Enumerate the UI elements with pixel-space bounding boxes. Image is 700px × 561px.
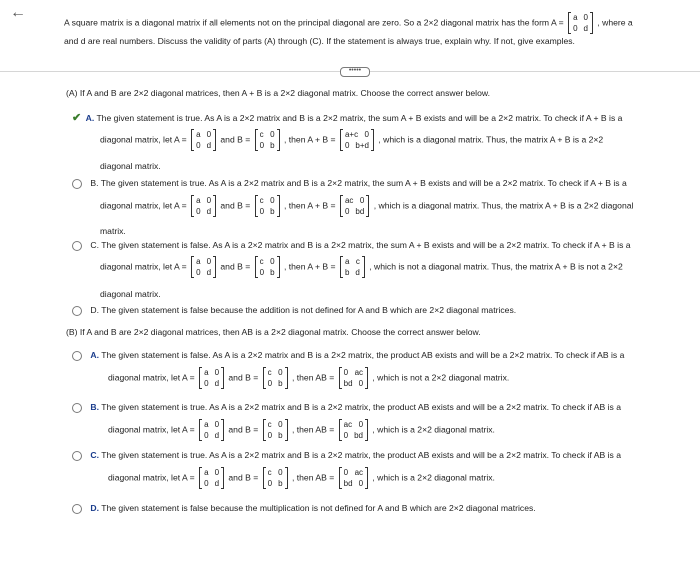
matrix-cell: d [206,141,212,150]
option-letter: C. [90,450,99,460]
part-a-option-c[interactable] [72,240,631,251]
math-text: , then A + B = [283,134,336,145]
expand-button[interactable]: ••••• [340,67,370,77]
math-text: diagonal matrix, let A = [108,372,195,383]
matrix-result [340,195,369,217]
matrix-cell: 0 [204,431,209,440]
math-text: , which is not a diagonal matrix. Thus, the matrix A + B is not a 2×2 [369,261,623,272]
part-a-option-a-math [100,129,603,151]
matrix-cell: a [573,13,578,22]
math-text: , then A + B = [283,200,336,211]
part-b-question: (B) If A and B are 2×2 diagonal matrices, then AB is a 2×2 diagonal matrix. Choose the correct answer below. [66,327,481,337]
option-text: The given statement is true. As A is a 2×2 matrix and B is a 2×2 matrix, the product AB exists and will be a 2×2 matrix. To check if AB is a [101,450,621,460]
matrix-cell: c [355,257,360,266]
option-text: The given statement is false because the addition is not defined for A and B which are 2×2 diagonal matrices. [101,305,517,315]
matrix-b [263,467,288,489]
math-text: , which is a diagonal matrix. Thus, the matrix A + B is a 2×2 [378,134,604,145]
matrix-cell: 0 [267,379,273,388]
math-text: diagonal matrix, let A = [108,472,195,483]
matrix-cell: 0 [267,479,273,488]
math-text: , which is a 2×2 diagonal matrix. [372,424,495,435]
matrix-cell: c [267,368,272,377]
matrix-cell: b [270,207,275,216]
radio-button[interactable] [72,241,82,251]
matrix-cell: 0 [344,141,350,150]
part-b-option-b-math [108,419,495,441]
matrix-cell: 0 [358,420,364,429]
matrix-cell: 0 [196,141,201,150]
option-letter: B. [90,402,99,412]
matrix-cell: a [204,420,209,429]
matrix-cell: 0 [196,207,201,216]
matrix-cell: d [214,479,220,488]
matrix-cell: 0 [278,420,283,429]
math-text: diagonal matrix, let A = [108,424,195,435]
matrix-cell: 0 [259,207,265,216]
matrix-a [199,419,224,441]
option-text: The given statement is true. As A is a 2×2 matrix and B is a 2×2 matrix, the sum A + B exists and will be a 2×2 matrix. To check if A + B is a [96,113,623,123]
math-text: diagonal matrix, let A = [100,200,187,211]
matrix-result [339,467,368,489]
matrix-cell: b [278,431,283,440]
matrix-result [339,367,368,389]
matrix-cell: 0 [344,207,350,216]
part-b-option-d[interactable] [72,503,536,514]
matrix-cell: c [259,130,264,139]
matrix-cell: a+c [344,130,359,139]
matrix-cell: 0 [214,420,220,429]
option-text: The given statement is false. As A is a 2×2 matrix and B is a 2×2 matrix, the sum A + B exists and will be a 2×2 matrix. To check if A + B is a [101,240,631,250]
part-a-option-b-math [100,195,633,217]
matrix-result [340,129,374,151]
intro-line-1 [64,12,633,34]
matrix-cell: 0 [358,479,364,488]
matrix-result [339,419,368,441]
matrix-cell: 0 [364,130,369,139]
matrix-cell: b [270,141,275,150]
option-letter: B. [90,178,99,188]
matrix-cell: c [259,257,264,266]
option-letter: C. [90,240,99,250]
matrix-cell: d [206,268,212,277]
matrix-b [255,129,280,151]
matrix-cell: 0 [204,479,209,488]
math-text: and B = [228,472,259,483]
part-a-option-d[interactable] [72,305,516,316]
matrix-cell: 0 [358,379,364,388]
matrix-cell: 0 [573,24,578,33]
matrix-cell: b [278,479,283,488]
matrix-result [340,256,365,278]
part-a-option-c-end: diagonal matrix. [100,289,161,299]
matrix-a [199,367,224,389]
matrix-cell: 0 [267,431,273,440]
matrix-cell: b [278,379,283,388]
matrix-cell: ac [344,196,354,205]
matrix-cell: c [267,468,272,477]
radio-button[interactable] [72,179,82,189]
matrix-cell: d [355,268,360,277]
back-arrow-icon[interactable]: ← [10,4,26,21]
radio-button[interactable] [72,351,82,361]
matrix-cell: a [196,257,201,266]
matrix-cell: 0 [583,13,588,22]
matrix-cell: 0 [343,431,349,440]
option-text: The given statement is true. As A is a 2×2 matrix and B is a 2×2 matrix, the product AB exists and will be a 2×2 matrix. To check if AB is a [101,402,621,412]
matrix-cell: 0 [259,268,265,277]
correct-check-icon: ✔ [72,112,82,124]
matrix-cell: 0 [204,379,209,388]
matrix-a [191,129,216,151]
math-text: and B = [228,372,259,383]
matrix-cell: 0 [270,196,275,205]
part-b-option-a[interactable] [72,350,624,361]
math-text: and B = [220,261,251,272]
matrix-cell: bd [343,379,353,388]
part-b-option-a-math [108,367,509,389]
part-a-question: (A) If A and B are 2×2 diagonal matrices, then A + B is a 2×2 diagonal matrix. Choose the correct answer below. [66,88,490,98]
matrix-cell: 0 [270,130,275,139]
intro-text-a: A square matrix is a diagonal matrix if all elements not on the principal diagonal are zero. So a 2×2 diagonal matrix has the form A = [64,17,564,28]
option-text: The given statement is false. As A is a 2×2 matrix and B is a 2×2 matrix, the product AB exists and will be a 2×2 matrix. To check if AB is a [101,350,625,360]
part-b-option-b[interactable] [72,402,621,413]
matrix-cell: a [196,196,201,205]
matrix-cell: 0 [206,196,212,205]
matrix-cell: bd [343,479,353,488]
math-text: , then AB = [291,472,335,483]
matrix-cell: a [344,257,350,266]
matrix-cell: bd [354,431,364,440]
matrix-cell: b [344,268,350,277]
radio-button[interactable] [72,306,82,316]
matrix-a [191,195,216,217]
part-a-option-a[interactable] [72,111,622,124]
matrix-b [255,195,280,217]
part-b-option-c-math [108,467,495,489]
matrix-cell: 0 [343,368,349,377]
matrix-cell: d [214,379,220,388]
part-a-option-c-math [100,256,623,278]
matrix-cell: b [270,268,275,277]
option-text: The given statement is false because the multiplication is not defined for A and B which are 2×2 diagonal matrices. [101,503,536,513]
matrix-cell: c [259,196,264,205]
matrix-cell: bd [355,207,365,216]
part-b-option-c[interactable] [72,450,621,461]
intro-text-b: , where a [597,17,633,28]
matrix-cell: 0 [214,368,220,377]
part-a-option-b[interactable] [72,178,627,189]
math-text: diagonal matrix, let A = [100,261,187,272]
math-text: , then A + B = [283,261,336,272]
matrix-a [199,467,224,489]
matrix-cell: 0 [278,468,283,477]
math-text: and B = [220,134,251,145]
matrix-cell: a [204,468,209,477]
part-a-option-b-end: matrix. [100,226,126,236]
radio-button[interactable] [72,403,82,413]
math-text: , then AB = [291,372,335,383]
matrix-cell: b+d [355,141,369,150]
matrix-b [263,419,288,441]
math-text: and B = [220,200,251,211]
radio-button[interactable] [72,451,82,461]
matrix-a [191,256,216,278]
matrix-cell: 0 [196,268,201,277]
matrix-cell: ac [354,368,364,377]
matrix-cell: d [214,431,220,440]
option-letter: D. [90,503,99,513]
matrix-cell: 0 [259,141,265,150]
matrix-cell: 0 [270,257,275,266]
matrix-cell: d [206,207,212,216]
math-text: diagonal matrix, let A = [100,134,187,145]
matrix-cell: ac [354,468,364,477]
radio-button[interactable] [72,504,82,514]
matrix-cell: ac [343,420,353,429]
math-text: , which is not a 2×2 diagonal matrix. [372,372,510,383]
matrix-cell: 0 [343,468,349,477]
matrix-cell: a [204,368,209,377]
math-text: and B = [228,424,259,435]
matrix-cell: 0 [359,196,365,205]
math-text: , then AB = [291,424,335,435]
matrix-b [255,256,280,278]
option-letter: A. [85,113,95,123]
matrix-cell: a [196,130,201,139]
matrix-cell: c [267,420,272,429]
matrix-cell: 0 [214,468,220,477]
matrix-cell: d [583,24,588,33]
math-text: , which is a diagonal matrix. Thus, the matrix A + B is a 2×2 diagonal [373,200,634,211]
part-a-option-a-end: diagonal matrix. [100,161,161,171]
matrix-cell: 0 [206,257,212,266]
intro-line-2: and d are real numbers. Discuss the validity of parts (A) through (C). If the statement is always true, explain why. If not, give examples. [64,36,575,46]
option-letter: D. [90,305,99,315]
option-letter: A. [90,350,99,360]
matrix-cell: 0 [278,368,283,377]
matrix-b [263,367,288,389]
math-text: , which is a 2×2 diagonal matrix. [372,472,495,483]
option-text: The given statement is true. As A is a 2×2 matrix and B is a 2×2 matrix, the sum A + B exists and will be a 2×2 matrix. To check if A + B is a [100,178,627,188]
matrix-cell: 0 [206,130,212,139]
intro-matrix [568,12,593,34]
